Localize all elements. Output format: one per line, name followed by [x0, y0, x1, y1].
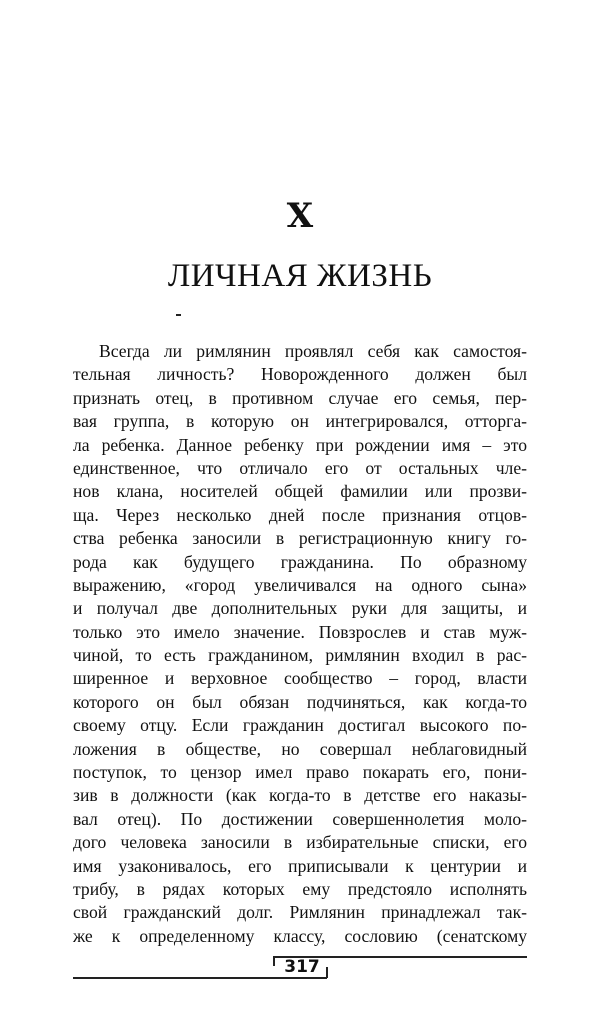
footer-tick-left: [273, 956, 275, 966]
text-line: ширенное и верховное сообщество – город, власти: [73, 668, 527, 689]
text-line: имя узаконивалось, его приписывали к центурии и: [73, 855, 527, 876]
text-line: вая группа, в которую он интегрировался, отторга-: [73, 411, 527, 432]
text-line: чиной, то есть гражданином, римлянин входил в рас-: [73, 645, 527, 666]
text-line: ла ребенка. Данное ребенку при рождении имя – это: [73, 434, 527, 455]
text-line: которого он был обязан подчиняться, как когда-то: [73, 691, 527, 712]
text-line: же к определенному классу, сословию (сенатскому: [73, 925, 527, 946]
text-line: ложения в обществе, но совершал неблаговидный: [73, 738, 527, 759]
print-mark: [176, 314, 181, 316]
footer-rule-bottom: [73, 977, 327, 979]
text-line: ства ребенка заносили в регистрационную книгу го-: [73, 528, 527, 549]
text-line: выражению, «город увеличивался на одного сына»: [73, 574, 527, 595]
text-line: зив в должности (как когда-то в детстве его наказы-: [73, 785, 527, 806]
text-line: дого человека заносили в избирательные списки, его: [73, 832, 527, 853]
text-line: своему отцу. Если гражданин достигал высокого по-: [73, 715, 527, 736]
text-line: Всегда ли римлянин проявлял себя как самостоя-: [99, 341, 527, 361]
text-line: только это имело значение. Повзрослев и став муж-: [73, 621, 527, 642]
text-line: свой гражданский долг. Римлянин принадлежал так-: [73, 902, 527, 923]
page-number: 317: [284, 957, 320, 977]
chapter-title: ЛИЧНАЯ ЖИЗНЬ: [167, 258, 433, 294]
text-line: тельная личность? Новорожденного должен был: [73, 364, 527, 385]
text-line: ща. Через несколько дней после признания отцов-: [73, 504, 527, 525]
chapter-number: X: [286, 196, 314, 236]
text-line: признать отец, в противном случае его семья, пер-: [73, 387, 527, 408]
text-line: трибу, в рядах которых ему предстояло исполнять: [73, 878, 527, 899]
text-line: рода как будущего гражданина. По образному: [73, 551, 527, 572]
text-line: нов клана, носителей общей фамилии или прозви-: [73, 481, 527, 502]
text-line: поступок, то цензор имел право покарать его, пони-: [73, 762, 527, 783]
body-paragraph: [73, 340, 527, 948]
text-line: и получал две дополнительных руки для защиты, и: [73, 598, 527, 619]
text-line: вал отец). По достижении совершеннолетия моло-: [73, 808, 527, 829]
text-line: единственное, что отличало его от остальных чле-: [73, 457, 527, 478]
